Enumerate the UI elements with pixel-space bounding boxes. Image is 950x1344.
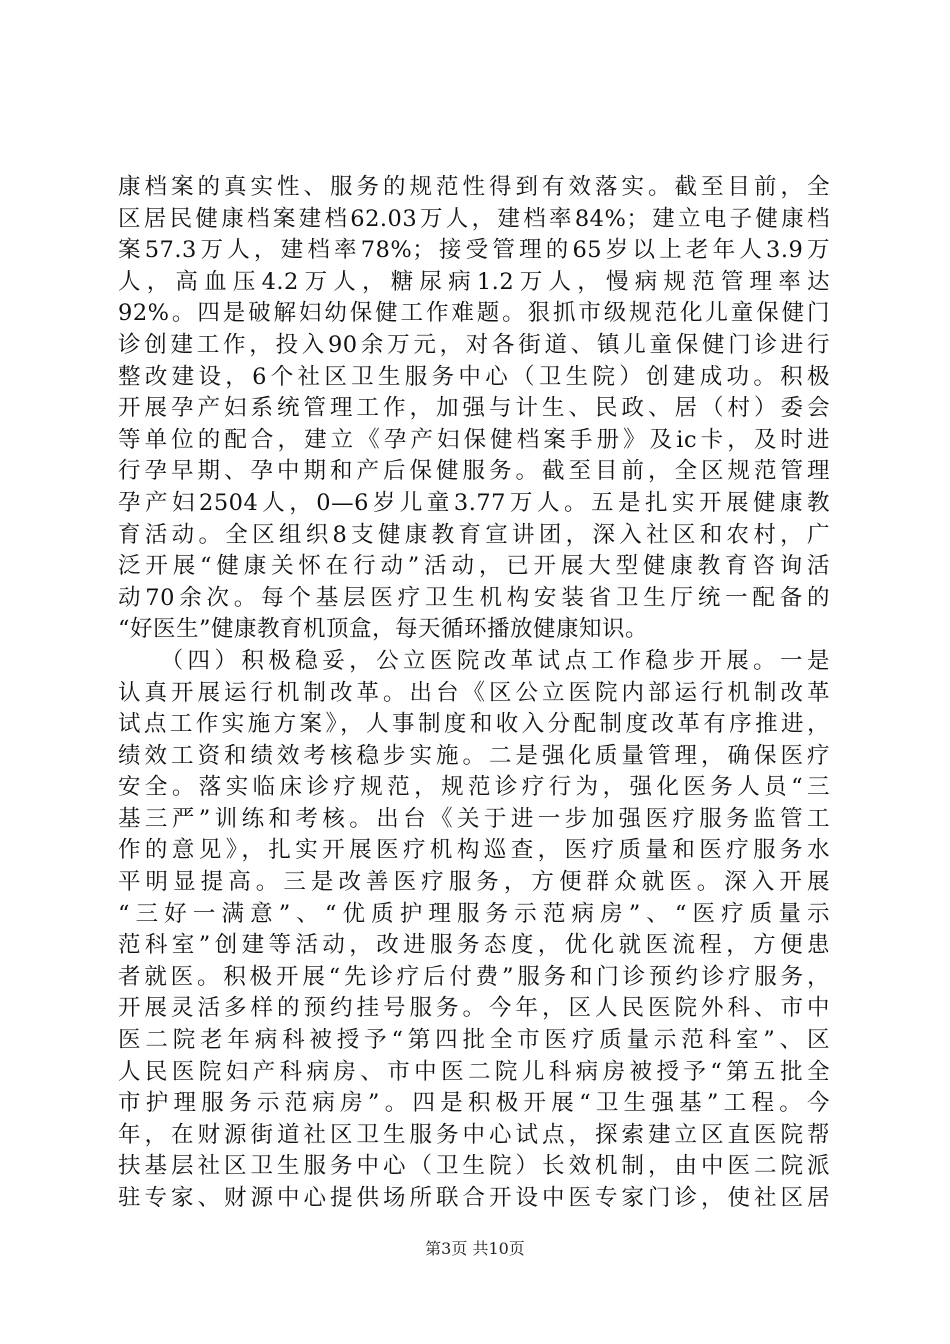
text-line: “好医生”健康教育机顶盒，每天循环播放健康知识。 [118, 616, 649, 643]
text-line: 人民医院妇产科病房、市中医二院儿科病房被授予“第五批全 [118, 1058, 830, 1085]
text-line: 年，在财源街道社区卫生服务中心试点，探索建立区直医院帮 [118, 1121, 830, 1148]
body-text [118, 172, 830, 1215]
text-line: 行孕早期、孕中期和产后保健服务。截至目前，全区规范管理 [118, 458, 830, 485]
text-line: 范科室”创建等活动，改进服务态度，优化就医流程，方便患 [118, 932, 830, 959]
text-line: 育活动。全区组织8支健康教育宣讲团，深入社区和农村，广 [118, 521, 830, 548]
text-line: 认真开展运行机制改革。出台《区公立医院内部运行机制改革 [118, 679, 830, 706]
text-line: 绩效工资和绩效考核稳步实施。二是强化质量管理，确保医疗 [118, 742, 830, 769]
text-line: 扶基层社区卫生服务中心（卫生院）长效机制，由中医二院派 [118, 1153, 830, 1180]
text-line: 者就医。积极开展“先诊疗后付费”服务和门诊预约诊疗服务， [118, 963, 830, 990]
text-line: 市护理服务示范病房”。四是积极开展“卫生强基”工程。今 [118, 1090, 830, 1117]
text-line: 康档案的真实性、服务的规范性得到有效落实。截至目前，全 [118, 174, 830, 200]
page-number-footer: 第3页 共10页 [425, 1239, 525, 1258]
text-line: （四）积极稳妥，公立医院改革试点工作稳步开展。一是 [118, 647, 830, 674]
text-line: 开展灵活多样的预约挂号服务。今年，区人民医院外科、市中 [118, 995, 830, 1022]
text-line: 平明显提高。三是改善医疗服务，方便群众就医。深入开展 [118, 869, 830, 896]
text-line: 区居民健康档案建档62.03万人，建档率84%；建立电子健康档 [118, 205, 830, 232]
text-line: 试点工作实施方案》，人事制度和收入分配制度改革有序推进， [118, 711, 830, 738]
text-line: 安全。落实临床诊疗规范，规范诊疗行为，强化医务人员“三 [118, 774, 830, 801]
text-line: 泛开展“健康关怀在行动”活动，已开展大型健康教育咨询活 [118, 553, 830, 580]
text-line: “三好一满意”、“优质护理服务示范病房”、“医疗质量示 [118, 900, 830, 927]
text-line: 等单位的配合，建立《孕产妇保健档案手册》及ic卡，及时进 [118, 426, 830, 453]
text-line: 开展孕产妇系统管理工作，加强与计生、民政、居（村）委会 [118, 395, 830, 422]
text-line: 人，高血压4.2万人，糖尿病1.2万人，慢病规范管理率达 [118, 268, 830, 295]
text-line: 医二院老年病科被授予“第四批全市医疗质量示范科室”、区 [118, 1027, 830, 1054]
text-line: 作的意见》，扎实开展医疗机构巡查，医疗质量和医疗服务水 [118, 837, 830, 864]
text-line: 驻专家、财源中心提供场所联合开设中医专家门诊，使社区居 [118, 1185, 830, 1211]
text-line: 孕产妇2504人，0—6岁儿童3.77万人。五是扎实开展健康教 [118, 489, 830, 516]
text-line: 案57.3万人，建档率78%；接受管理的65岁以上老年人3.9万 [118, 237, 830, 264]
text-line: 整改建设，6个社区卫生服务中心（卫生院）创建成功。积极 [118, 363, 830, 390]
text-line: 诊创建工作，投入90余万元，对各街道、镇儿童保健门诊进行 [118, 331, 830, 358]
text-line: 92%。四是破解妇幼保健工作难题。狠抓市级规范化儿童保健门 [118, 300, 830, 327]
text-line: 动70余次。每个基层医疗卫生机构安装省卫生厅统一配备的 [118, 584, 830, 611]
text-line: 基三严”训练和考核。出台《关于进一步加强医疗服务监管工 [118, 805, 830, 832]
